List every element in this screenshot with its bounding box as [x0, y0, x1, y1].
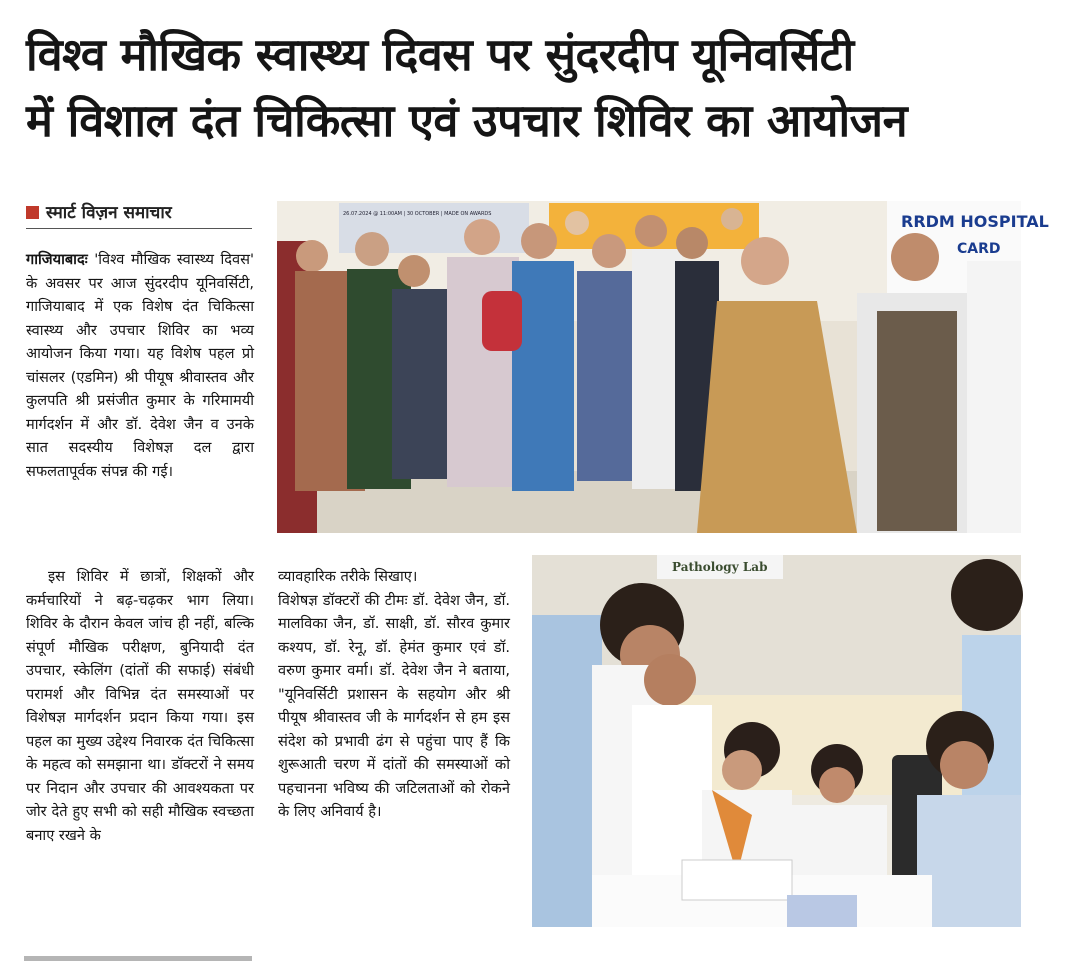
article-column-2: [278, 565, 510, 824]
bottom-edge-strip: [0, 944, 1080, 965]
dateline: गाजियाबादः: [26, 251, 88, 268]
article-paragraph-2: इस शिविर में छात्रों, शिक्षकों और कर्मचारियों ने बढ़-चढ़कर भाग लिया। शिविर के दौरान केवल जांच ही नहीं, बल्कि संपूर्ण मौखिक परीक्षण, बुनियादी दंत उपचार, स्केलिंग (दांतों की सफाई) संबंधी परामर्श और विभिन्न दंत समस्याओं पर विशेषज्ञ मार्गदर्शन प्रदान किया गया। इस पहल का मुख्य उद्देश्य निवारक दंत चिकित्सा के महत्व को समझाना था। डॉक्टरों ने समय पर निदान और उपचार की आवश्यकता पर जोर देते हुए सभी को सही मौखिक स्वच्छता बनाए रखने के: [26, 568, 254, 844]
article-paragraph-2-continued: व्यावहारिक तरीके सिखाए।: [278, 568, 418, 585]
banner-text: 26.07.2024 @ 11:00AM | 30 OCTOBER | MADE ON AWARDS: [343, 211, 492, 217]
bottom-rule: [24, 956, 252, 961]
byline-text: स्मार्ट विज़न समाचार: [46, 203, 172, 223]
headline-line-2: में विशाल दंत चिकित्सा एवं उपचार शिविर का आयोजन: [26, 94, 908, 147]
group-photo: [277, 201, 1049, 533]
hospital-sign: RRDM HOSPITAL: [901, 212, 1049, 231]
byline: [26, 198, 252, 229]
article-column-1-top: [26, 248, 254, 483]
card-sign: CARD: [957, 241, 1001, 257]
pathology-lab-sign: Pathology Lab: [672, 560, 768, 574]
article-paragraph-1: [26, 248, 254, 483]
byline-square-icon: [26, 206, 39, 219]
paragraph-1-text: 'विश्व मौखिक स्वास्थ्य दिवस' के अवसर पर आज सुंदरदीप यूनिवर्सिटी, गाजियाबाद में एक विशेष दंत चिकित्सा स्वास्थ्य और उपचार शिविर का भव्य आयोजन किया गया। यह विशेष पहल प्रो चांसलर (एडमिन) श्री पीयूष श्रीवास्तव और कुलपति श्री प्रसंजीत कुमार के गरिमामयी मार्गदर्शन में और डॉ. देवेश जैन व उनके सात सदस्यीय विशेषज्ञ दल द्वारा सफलतापूर्वक संपन्न की गई।: [26, 251, 254, 480]
article-paragraph-3: विशेषज्ञ डॉक्टरों की टीमः डॉ. देवेश जैन, डॉ. मालविका जैन, डॉ. साक्षी, डॉ. सौरव कुमार कश्यप, डॉ. रेनू, डॉ. हेमंत कुमार एवं डॉ. वरुण कुमार वर्मा। डॉ. देवेश जैन ने बताया, "यूनिवर्सिटी प्रशासन के सहयोग और श्री पीयूष श्रीवास्तव जी के मार्गदर्शन से हम इस संदेश को प्रभावी ढंग से पहुंचा पाए हैं कि शुरूआती चरण में दांतों की समस्याओं को पहचानना भविष्य की जटिलताओं को रोकने के लिए अनिवार्य है।: [278, 591, 510, 820]
lab-photo: [532, 555, 1021, 927]
headline-line-1: विश्व मौखिक स्वास्थ्य दिवस पर सुंदरदीप यूनिवर्सिटी: [26, 28, 854, 81]
headline: [26, 22, 1066, 154]
article-column-1-bottom: [26, 565, 254, 847]
